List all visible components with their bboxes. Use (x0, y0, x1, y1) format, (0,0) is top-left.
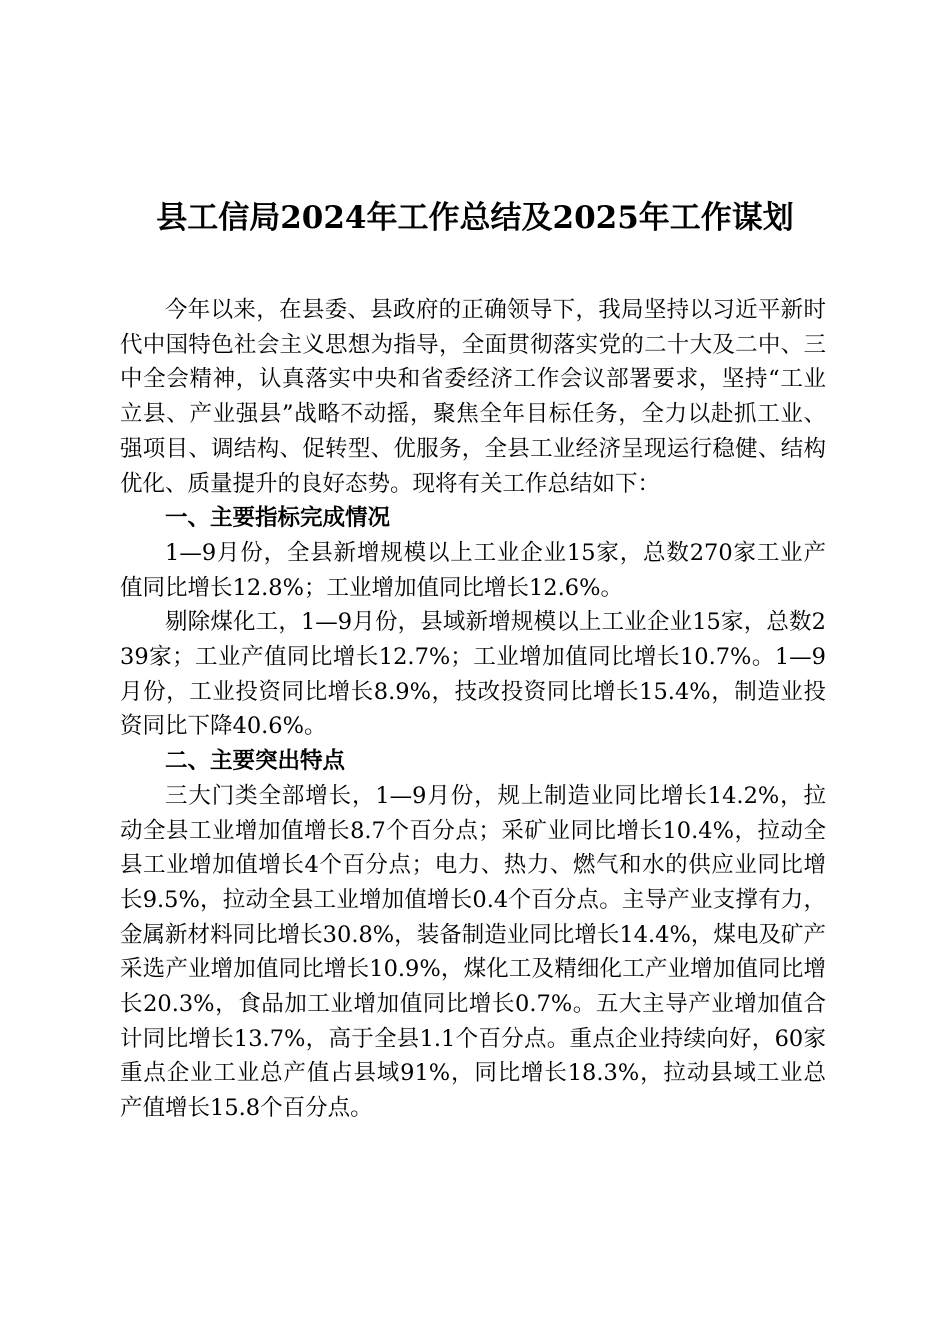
paragraph: 三大门类全部增长，1—9月份，规上制造业同比增长14.2%，拉动全县工业增加值增长8.7个百分点；采矿业同比增长10.4%，拉动全县工业增加值增长4个百分点；电力、热力、燃气和水的供应业同比增长9.5%，拉动全县工业增加值增长0.4个百分点。主导产业支撑有力，金属新材料同比增长30.8%，装备制造业同比增长14.4%，煤电及矿产采选产业增加值同比增长10.9%，煤化工及精细化工产业增加值同比增长20.3%，食品加工业增加值同比增长0.7%。五大主导产业增加值合计同比增长13.7%，高于全县1.1个百分点。重点企业持续向好，60家重点企业工业总产值占县域91%，同比增长18.3%，拉动县域工业总产值增长15.8个百分点。 (120, 782, 826, 1122)
section-heading-features: 二、主要突出特点 (165, 748, 346, 775)
document-title: 县工信局2024年工作总结及2025年工作谋划 (156, 200, 794, 236)
section-heading-indicators: 一、主要指标完成情况 (165, 505, 391, 532)
document-body (120, 293, 826, 1126)
intro-paragraph: 今年以来，在县委、县政府的正确领导下，我局坚持以习近平新时代中国特色社会主义思想为指导，全面贯彻落实党的二十大及二中、三中全会精神，认真落实中央和省委经济工作会议部署要求，坚持“工业立县、产业强县”战略不动摇，聚焦全年目标任务，全力以赴抓工业、强项目、调结构、促转型、优服务，全县工业经济呈现运行稳健、结构优化、质量提升的良好态势。现将有关工作总结如下： (120, 297, 826, 497)
paragraph: 剔除煤化工，1—9月份，县域新增规模以上工业企业15家，总数239家；工业产值同比增长12.7%；工业增加值同比增长10.7%。1—9月份，工业投资同比增长8.9%，技改投资同比增长15.4%，制造业投资同比下降40.6%。 (120, 609, 826, 740)
paragraph: 1—9月份，全县新增规模以上工业企业15家，总数270家工业产值同比增长12.8%；工业增加值同比增长12.6%。 (120, 539, 826, 601)
